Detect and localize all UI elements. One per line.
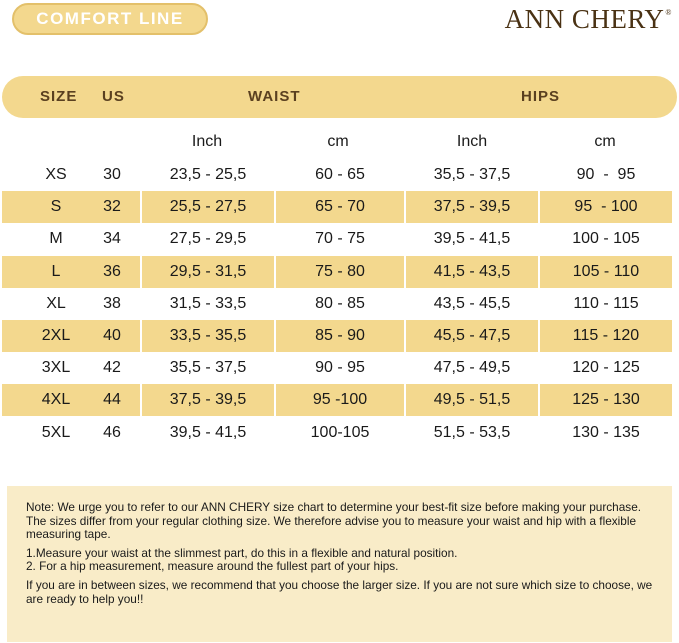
cell-hips-inch: 39,5 - 41,5 (433, 230, 511, 248)
cell-us: 34 (103, 230, 121, 248)
cell-size: XL (46, 294, 66, 312)
column-header-size: SIZE (40, 88, 78, 105)
cell-size: 2XL (41, 327, 71, 344)
cell-us: 44 (103, 391, 121, 409)
cell-us: 30 (103, 166, 121, 183)
unit-hips-cm: cm (594, 133, 616, 150)
table-row (0, 159, 679, 191)
cell-waist-inch: 23,5 - 25,5 (169, 166, 247, 183)
cell-waist-cm: 85 - 90 (315, 327, 365, 344)
note-step: 2. For a hip measurement, measure around the fullest part of your hips. (26, 559, 399, 574)
cell-size: M (49, 230, 63, 248)
brand-name: ANN CHERY (504, 4, 665, 34)
cell-hips-cm: 105 - 110 (572, 262, 640, 280)
cell-waist-cm: 75 - 80 (315, 262, 365, 280)
cell-waist-cm: 95 -100 (312, 391, 368, 409)
note-paragraph: The sizes differ from your regular clothing size. We therefore advise you to measure your waist and hip with a flexible measuring tape. (26, 513, 637, 542)
cell-size: 4XL (41, 391, 71, 409)
column-header-us: US (102, 88, 125, 105)
cell-size: 3XL (41, 359, 71, 377)
cell-us: 38 (103, 294, 121, 312)
cell-hips-inch: 43,5 - 45,5 (433, 294, 511, 312)
note-paragraph: Note: We urge you to refer to our ANN CHERY size chart to determine your best-fit size before making your purchase. (26, 500, 642, 514)
cell-waist-cm: 70 - 75 (315, 230, 365, 248)
cell-us: 46 (103, 423, 121, 441)
cell-waist-cm: 80 - 85 (315, 294, 365, 312)
brand-logo (505, 4, 671, 35)
cell-waist-inch: 25,5 - 27,5 (169, 198, 247, 216)
cell-hips-inch: 47,5 - 49,5 (433, 359, 511, 377)
registered-mark: ® (665, 8, 672, 17)
cell-hips-inch: 45,5 - 47,5 (433, 327, 511, 344)
cell-waist-inch: 29,5 - 31,5 (169, 262, 247, 280)
cell-waist-inch: 27,5 - 29,5 (169, 230, 247, 248)
table-row (0, 320, 679, 352)
table-row (0, 417, 679, 449)
cell-waist-inch: 35,5 - 37,5 (169, 359, 247, 377)
cell-hips-cm: 110 - 115 (573, 294, 639, 312)
cell-hips-inch: 51,5 - 53,5 (433, 423, 511, 441)
cell-hips-cm: 120 - 125 (572, 359, 640, 377)
cell-waist-inch: 33,5 - 35,5 (169, 327, 247, 344)
table-row (0, 352, 679, 384)
column-header-hips: HIPS (521, 88, 561, 105)
cell-size: XS (45, 166, 67, 183)
cell-waist-cm: 100-105 (310, 423, 370, 441)
cell-hips-inch: 37,5 - 39,5 (433, 198, 511, 216)
cell-waist-inch: 39,5 - 41,5 (169, 423, 247, 441)
unit-waist-inch: Inch (191, 133, 223, 150)
cell-hips-inch: 49,5 - 51,5 (433, 391, 511, 409)
unit-hips-inch: Inch (456, 133, 488, 150)
table-row (0, 256, 679, 288)
cell-us: 32 (103, 198, 121, 216)
cell-hips-cm: 130 - 135 (572, 423, 640, 441)
cell-hips-cm: 125 - 130 (572, 391, 640, 409)
cell-us: 36 (103, 262, 121, 280)
cell-size: S (50, 198, 62, 216)
sizing-note (7, 486, 672, 642)
cell-waist-cm: 60 - 65 (315, 166, 365, 183)
table-row (0, 384, 679, 416)
unit-waist-cm: cm (327, 133, 349, 150)
cell-hips-cm: 115 - 120 (572, 327, 640, 344)
cell-us: 42 (103, 359, 121, 377)
cell-size: 5XL (41, 423, 71, 441)
cell-waist-cm: 90 - 95 (315, 359, 365, 377)
note-paragraph: If you are in between sizes, we recommend that you choose the larger size. If you are not sure which size to choose, we are ready to help you!! (26, 577, 653, 606)
cell-us: 40 (103, 327, 121, 344)
cell-size: L (51, 262, 61, 280)
cell-hips-cm: 100 - 105 (572, 230, 640, 248)
table-row (0, 223, 679, 255)
cell-waist-inch: 31,5 - 33,5 (169, 294, 247, 312)
cell-hips-inch: 41,5 - 43,5 (433, 262, 511, 280)
cell-waist-inch: 37,5 - 39,5 (169, 391, 247, 409)
column-header-waist: WAIST (248, 88, 301, 105)
cell-waist-cm: 65 - 70 (315, 198, 365, 216)
table-row (0, 191, 679, 223)
cell-hips-inch: 35,5 - 37,5 (433, 166, 511, 183)
comfort-line-badge: COMFORT LINE (12, 3, 208, 35)
note-step: 1.Measure your waist at the slimmest part, do this in a flexible and natural position. (26, 545, 458, 560)
cell-hips-cm: 95 - 100 (574, 198, 638, 216)
cell-hips-cm: 90 - 95 (576, 166, 636, 183)
table-row (0, 288, 679, 320)
